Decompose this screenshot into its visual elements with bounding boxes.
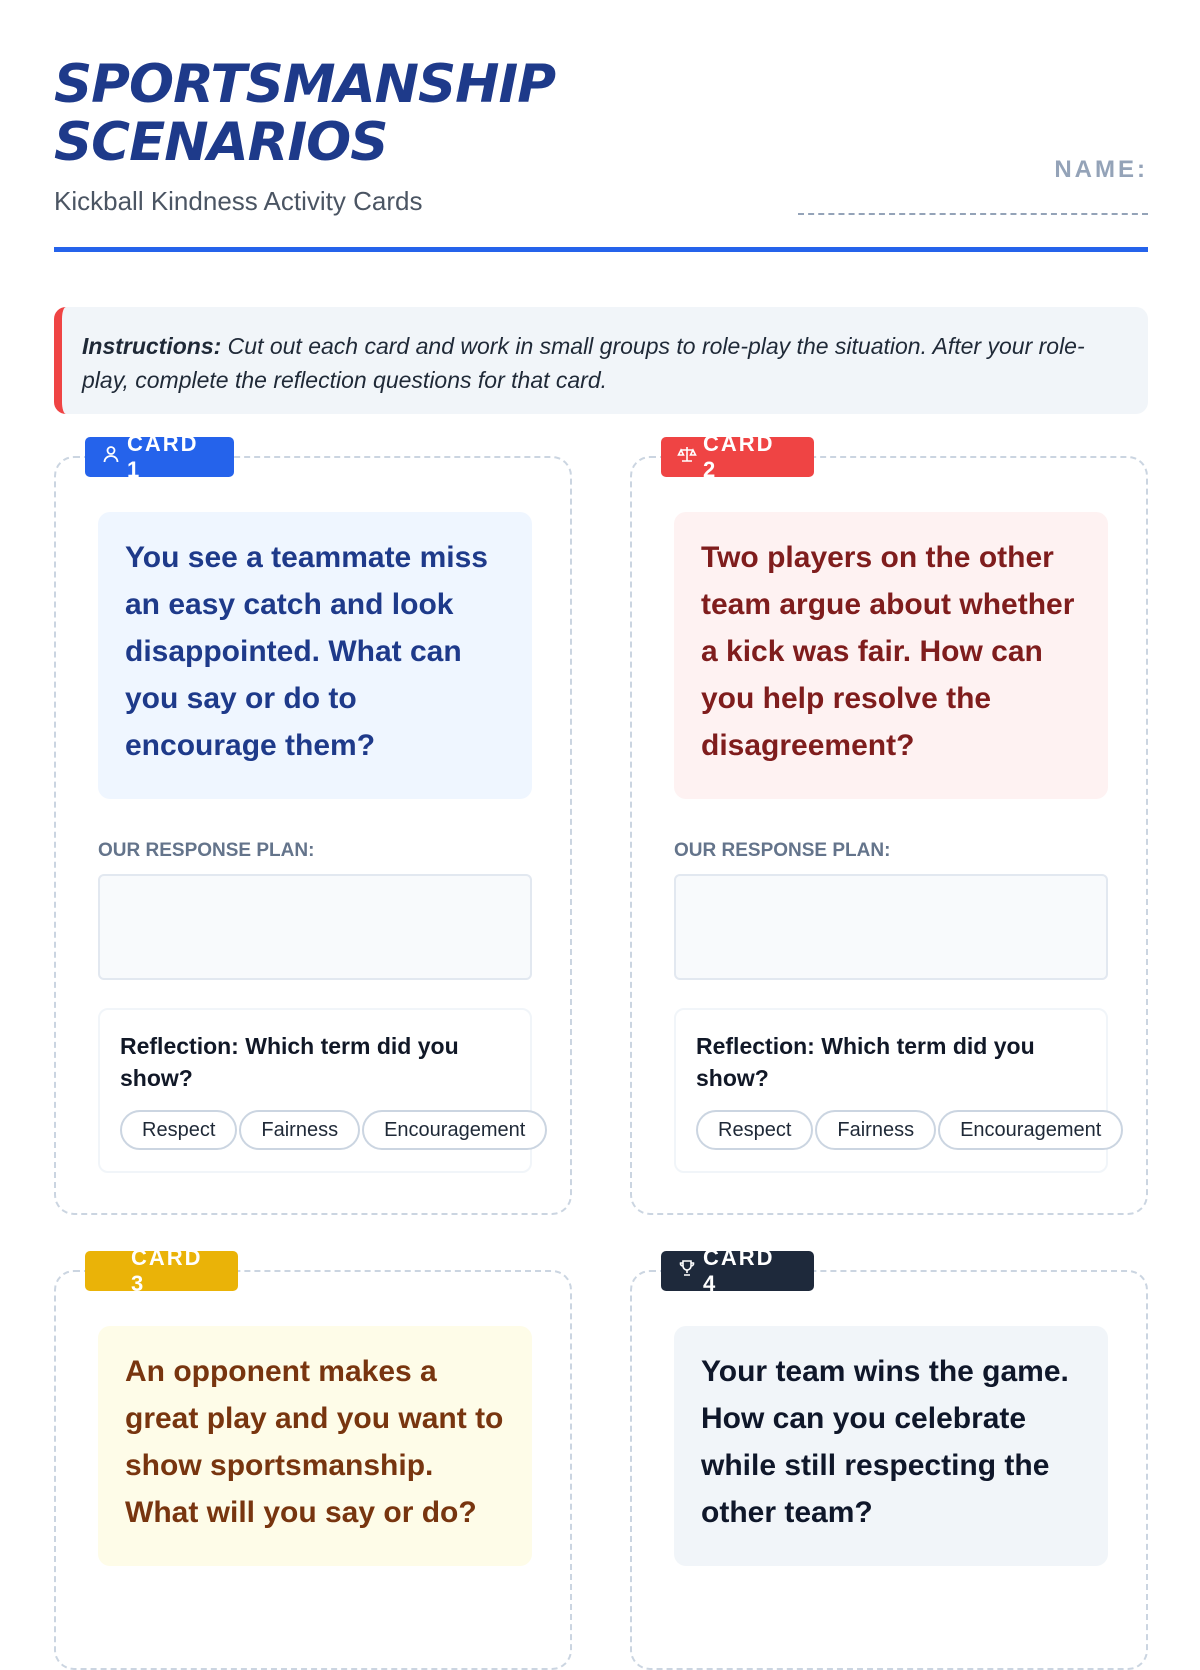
title-line-2: SCENARIOS — [54, 112, 388, 173]
scenario-text: Two players on the other team argue about whether a kick was fair. How can you help resolve the disagreement? — [674, 512, 1108, 799]
reflection-box — [674, 1008, 1108, 1173]
response-plan-label: OUR RESPONSE PLAN: — [674, 840, 891, 861]
page-title — [54, 56, 694, 172]
instructions-box — [54, 307, 1148, 414]
card-badge — [85, 431, 234, 482]
instructions-text: Cut out each card and work in small groups to role-play the situation. After your role-play, complete the reflection questions for that card. — [82, 333, 1085, 393]
card-badge-label: CARD 3 — [131, 1245, 203, 1296]
reflection-box — [98, 1008, 532, 1173]
scenario-card-2 — [630, 431, 1148, 1215]
option-fairness[interactable]: Fairness — [815, 1110, 936, 1150]
term-options — [696, 1110, 1123, 1150]
subtitle: Kickball Kindness Activity Cards — [54, 186, 423, 216]
card-badge-label: CARD 2 — [703, 431, 775, 482]
scenario-text: You see a teammate miss an easy catch and look disappointed. What can you say or do to encourage them? — [98, 512, 532, 799]
scenario-card-1 — [54, 431, 572, 1215]
name-write-line[interactable] — [798, 213, 1148, 215]
person-icon — [101, 444, 121, 470]
response-plan-field[interactable] — [98, 874, 532, 980]
header — [54, 0, 1148, 254]
header-divider — [54, 247, 1148, 252]
scenario-text: Your team wins the game. How can you celebrate while still respecting the other team? — [674, 1326, 1108, 1566]
option-fairness[interactable]: Fairness — [239, 1110, 360, 1150]
option-respect[interactable]: Respect — [120, 1110, 237, 1150]
card-badge — [661, 1245, 814, 1296]
card-badge-label: CARD 4 — [703, 1245, 775, 1296]
scenario-text: An opponent makes a great play and you want to show sportsmanship. What will you say or do? — [98, 1326, 532, 1566]
name-label: NAME: — [1054, 156, 1148, 183]
reflection-question: Reflection: Which term did you show? — [696, 1033, 1035, 1091]
worksheet — [54, 0, 1148, 1529]
card-badge-label: CARD 1 — [127, 431, 199, 482]
response-plan-label: OUR RESPONSE PLAN: — [98, 840, 315, 861]
card-badge — [661, 431, 814, 482]
reflection-question: Reflection: Which term did you show? — [120, 1033, 459, 1091]
card-badge — [85, 1245, 238, 1296]
option-respect[interactable]: Respect — [696, 1110, 813, 1150]
trophy-icon — [677, 1258, 697, 1284]
term-options — [120, 1110, 547, 1150]
scenario-card-4 — [630, 1245, 1148, 1670]
option-encouragement[interactable]: Encouragement — [938, 1110, 1123, 1150]
response-plan-field[interactable] — [674, 874, 1108, 980]
scenario-card-3 — [54, 1245, 572, 1670]
instructions-label: Instructions: — [82, 333, 222, 359]
scale-icon — [677, 444, 697, 470]
title-line-1: SPORTSMANSHIP — [54, 54, 556, 115]
option-encouragement[interactable]: Encouragement — [362, 1110, 547, 1150]
